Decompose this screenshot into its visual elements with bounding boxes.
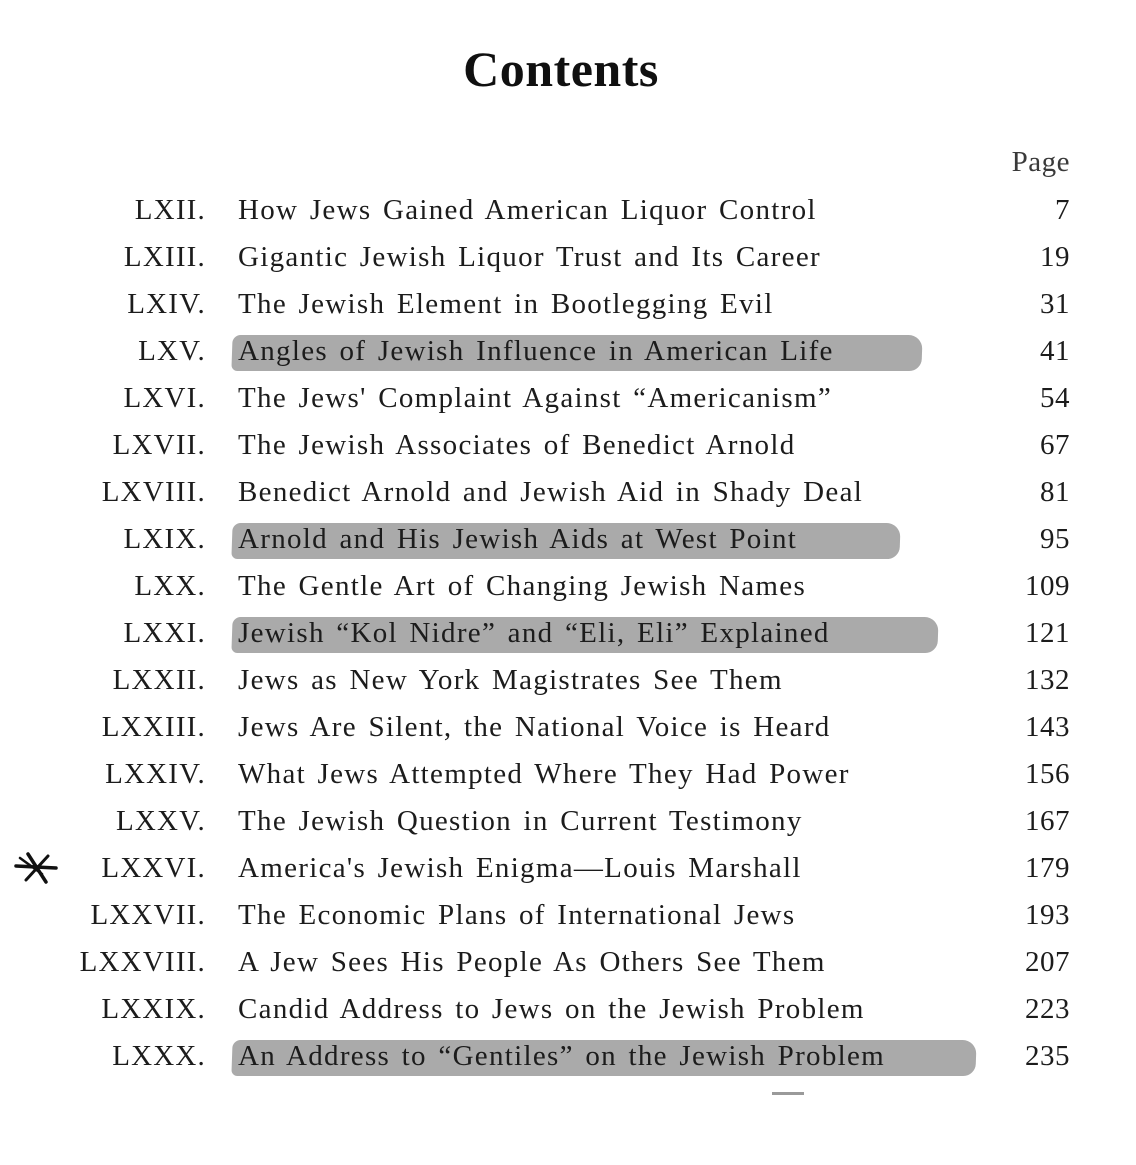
toc-entry bbox=[0, 799, 1136, 846]
chapter-number: LXII. bbox=[134, 194, 206, 226]
toc-entry bbox=[0, 423, 1136, 470]
chapter-number: LXXVIII. bbox=[79, 946, 206, 978]
chapter-title: The Jewish Associates of Benedict Arnold bbox=[238, 429, 796, 461]
chapter-number: LXXX. bbox=[112, 1040, 206, 1072]
toc-entry bbox=[0, 846, 1136, 893]
chapter-title: The Jewish Question in Current Testimony bbox=[238, 805, 803, 837]
page-column-header: Page bbox=[1011, 146, 1070, 178]
page-number: 19 bbox=[1040, 241, 1070, 273]
toc-entry bbox=[0, 329, 1136, 376]
page-number: 41 bbox=[1040, 335, 1070, 367]
toc-entry bbox=[0, 188, 1136, 235]
chapter-number: LXXV. bbox=[115, 805, 206, 837]
chapter-title: What Jews Attempted Where They Had Power bbox=[238, 758, 850, 790]
toc-entry bbox=[0, 658, 1136, 705]
toc-entry bbox=[0, 611, 1136, 658]
chapter-number: LXXIV. bbox=[105, 758, 206, 790]
toc-entry bbox=[0, 517, 1136, 564]
chapter-title: Benedict Arnold and Jewish Aid in Shady Deal bbox=[238, 476, 864, 508]
chapter-title: Jews as New York Magistrates See Them bbox=[238, 664, 783, 696]
chapter-title: The Economic Plans of International Jews bbox=[238, 899, 796, 931]
page-number: 67 bbox=[1040, 429, 1070, 461]
page-number: 223 bbox=[1025, 993, 1070, 1025]
chapter-number: LXXVII. bbox=[90, 899, 206, 931]
chapter-number: LXXII. bbox=[112, 664, 206, 696]
chapter-number: LXXVI. bbox=[101, 852, 206, 884]
chapter-number: LXV. bbox=[138, 335, 206, 367]
chapter-title: Candid Address to Jews on the Jewish Problem bbox=[238, 993, 865, 1025]
toc-entry bbox=[0, 376, 1136, 423]
toc-entry bbox=[0, 564, 1136, 611]
toc-entry bbox=[0, 470, 1136, 517]
toc-entry bbox=[0, 1034, 1136, 1081]
chapter-number: LXVI. bbox=[123, 382, 206, 414]
toc-entry bbox=[0, 282, 1136, 329]
stray-pen-dash bbox=[772, 1092, 804, 1095]
page-number: 121 bbox=[1025, 617, 1070, 649]
chapter-number: LXIV. bbox=[127, 288, 206, 320]
page-number: 132 bbox=[1025, 664, 1070, 696]
page-title: Contents bbox=[463, 41, 659, 97]
toc-entry bbox=[0, 235, 1136, 282]
asterisk-pen-mark-icon bbox=[12, 848, 60, 888]
table-of-contents bbox=[0, 188, 1136, 1081]
chapter-title: Gigantic Jewish Liquor Trust and Its Career bbox=[238, 241, 821, 273]
toc-entry bbox=[0, 752, 1136, 799]
page-number: 156 bbox=[1025, 758, 1070, 790]
chapter-number: LXXIX. bbox=[101, 993, 206, 1025]
chapter-title: America's Jewish Enigma—Louis Marshall bbox=[238, 852, 802, 884]
chapter-title: Jews Are Silent, the National Voice is Heard bbox=[238, 711, 831, 743]
page-number: 95 bbox=[1040, 523, 1070, 555]
page-number: 167 bbox=[1025, 805, 1070, 837]
page-number: 207 bbox=[1025, 946, 1070, 978]
page-number: 109 bbox=[1025, 570, 1070, 602]
chapter-title: An Address to “Gentiles” on the Jewish Problem bbox=[238, 1040, 886, 1072]
toc-entry bbox=[0, 940, 1136, 987]
chapter-number: LXXIII. bbox=[101, 711, 206, 743]
chapter-title: The Jewish Element in Bootlegging Evil bbox=[238, 288, 774, 320]
chapter-title: The Gentle Art of Changing Jewish Names bbox=[238, 570, 807, 602]
page-number: 54 bbox=[1040, 382, 1070, 414]
toc-entry bbox=[0, 987, 1136, 1034]
chapter-number: LXX. bbox=[134, 570, 206, 602]
chapter-number: LXVIII. bbox=[101, 476, 206, 508]
chapter-title: How Jews Gained American Liquor Control bbox=[238, 194, 817, 226]
page-number: 193 bbox=[1025, 899, 1070, 931]
page-number: 81 bbox=[1040, 476, 1070, 508]
chapter-title: A Jew Sees His People As Others See Them bbox=[238, 946, 826, 978]
chapter-title: The Jews' Complaint Against “Americanism” bbox=[238, 382, 833, 414]
page-number: 143 bbox=[1025, 711, 1070, 743]
chapter-number: LXIX. bbox=[123, 523, 206, 555]
page-number: 179 bbox=[1025, 852, 1070, 884]
chapter-title: Jewish “Kol Nidre” and “Eli, Eli” Explained bbox=[238, 617, 830, 649]
page-number: 235 bbox=[1025, 1040, 1070, 1072]
chapter-title: Arnold and His Jewish Aids at West Point bbox=[238, 523, 798, 555]
toc-entry bbox=[0, 705, 1136, 752]
chapter-number: LXXI. bbox=[123, 617, 206, 649]
page-number: 7 bbox=[1055, 194, 1070, 226]
chapter-number: LXVII. bbox=[112, 429, 206, 461]
toc-entry bbox=[0, 893, 1136, 940]
chapter-number: LXIII. bbox=[123, 241, 206, 273]
chapter-title: Angles of Jewish Influence in American Life bbox=[238, 335, 834, 367]
page-number: 31 bbox=[1040, 288, 1070, 320]
